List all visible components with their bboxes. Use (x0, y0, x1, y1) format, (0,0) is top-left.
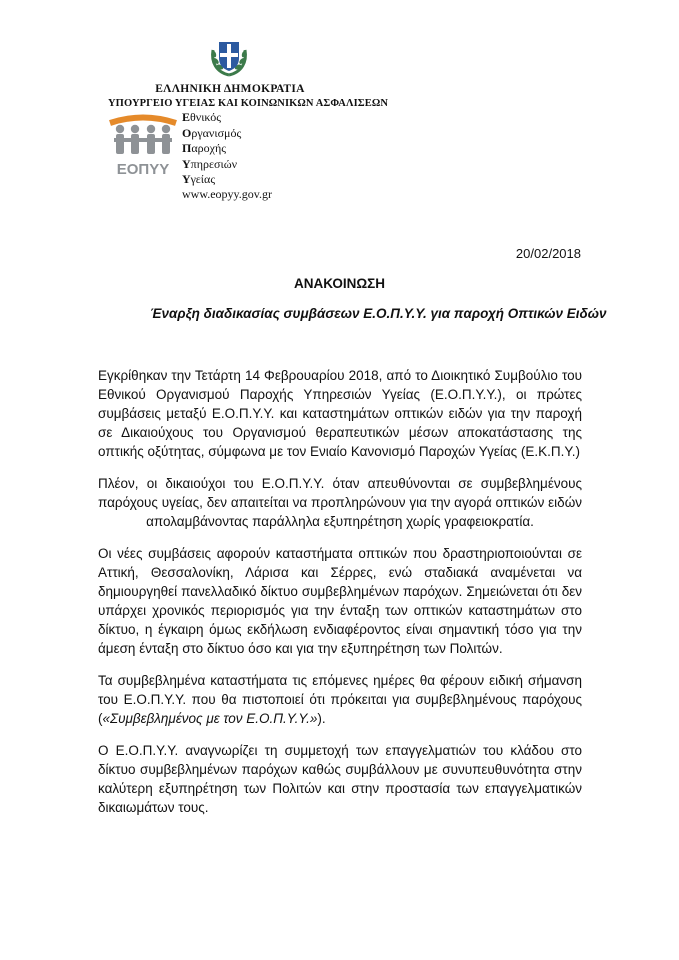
org-line: Παροχής (182, 141, 226, 155)
document-title: ΑΝΑΚΟΙΝΩΣΗ (293, 276, 386, 291)
republic-heading: ΕΛΛΗΝΙΚΗ ΔΗΜΟΚΡΑΤΙΑ (155, 83, 305, 95)
ministry-heading: ΥΠΟΥΡΓΕΙΟ ΥΓΕΙΑΣ ΚΑΙ ΚΟΙΝΩΝΙΚΩΝ ΑΣΦΑΛΙΣΕΩΝ (108, 98, 389, 109)
org-line: Εθνικός (182, 110, 221, 124)
website-link[interactable]: www.eopyy.gov.gr (182, 187, 272, 201)
document-subtitle: Έναρξη διαδικασίας συμβάσεων Ε.Ο.Π.Υ.Υ. για παροχή Οπτικών Ειδών (150, 306, 607, 321)
org-line: Υγείας (182, 172, 216, 186)
greek-republic-emblem-icon (209, 38, 249, 78)
paragraph: Τα συμβεβλημένα καταστήματα τις επόμενες ημέρες θα φέρουν ειδική σήμανση του Ε.Ο.Π.Υ.Υ. που θα πιστοποιεί ότι πρόκειται για συμβεβλημένους παρόχους («Συμβεβλημένος με τον Ε.Ο.Π.Υ.Υ.»). (98, 673, 582, 726)
paragraph: Εγκρίθηκαν την Τετάρτη 14 Φεβρουαρίου 2018, από το Διοικητικό Συμβούλιο του Εθνικού Οργανισμού Παροχής Υπηρεσιών Υγείας (Ε.Ο.Π.Υ.Υ.), οι πρώτες συμβάσεις μεταξύ Ε.Ο.Π.Υ.Υ. και καταστημάτων οπτικών ειδών για την παροχή σε Δικαιούχους του Οργανισμού θεραπευτικών μέσων αποκατάστασης της οπτικής οξύτητας, σύμφωνα με τον Ενιαίο Κανονισμό Παροχών Υγείας (Ε.Κ.Π.Υ.) (98, 368, 582, 459)
paragraph: Οι νέες συμβάσεις αφορούν καταστήματα οπτικών που δραστηριοποιούνται σε Αττική, Θεσσαλονίκη, Λάρισα και Σέρρες, ενώ σταδιακά αναμένεται να δημιουργηθεί πανελλαδικό δίκτυο συμβεβλημένων παρόχων. Σημειώνεται ότι δεν υπάρχει χρονικός περιορισμός για την ένταξη των οπτικών καταστημάτων στο δίκτυο, η έγκαιρη όμως εκδήλωση ενδιαφέροντος είναι σημαντική τόσο για την άμεση ένταξη στο δίκτυο όσο και για την εξυπηρέτηση των Πολιτών. (98, 546, 582, 656)
certification-label: «Συμβεβλημένος με τον Ε.Ο.Π.Υ.Υ.» (102, 711, 318, 726)
paragraph: Πλέον, οι δικαιούχοι του Ε.Ο.Π.Υ.Υ. όταν απευθύνονται σε συμβεβλημένους παρόχους υγείας, δεν απαιτείται να προπληρώνουν για την αγορά οπτικών ειδών απολαμβάνοντας παράλληλα εξυπηρέτηση χωρίς γραφειοκρατία. (98, 476, 582, 529)
logo-text: ΕΟΠΥΥ (116, 161, 170, 178)
org-line: Οργανισμός (182, 125, 242, 140)
organization-name (182, 110, 241, 188)
document-date: 20/02/2018 (515, 246, 581, 261)
org-line: Υπηρεσιών (182, 156, 238, 171)
eopyy-logo (108, 114, 178, 180)
paragraph: Ο Ε.Ο.Π.Υ.Υ. αναγνωρίζει τη συμμετοχή των επαγγελματιών του κλάδου στο δίκτυο συμβεβλημένων παρόχων καθώς συμβάλλουν με συνυπευθυνότητα στην καλύτερη εξυπηρέτηση των Πολιτών και στην προστασία των επαγγελματικών δικαιωμάτων τους. (98, 743, 582, 815)
document-body (98, 366, 582, 830)
